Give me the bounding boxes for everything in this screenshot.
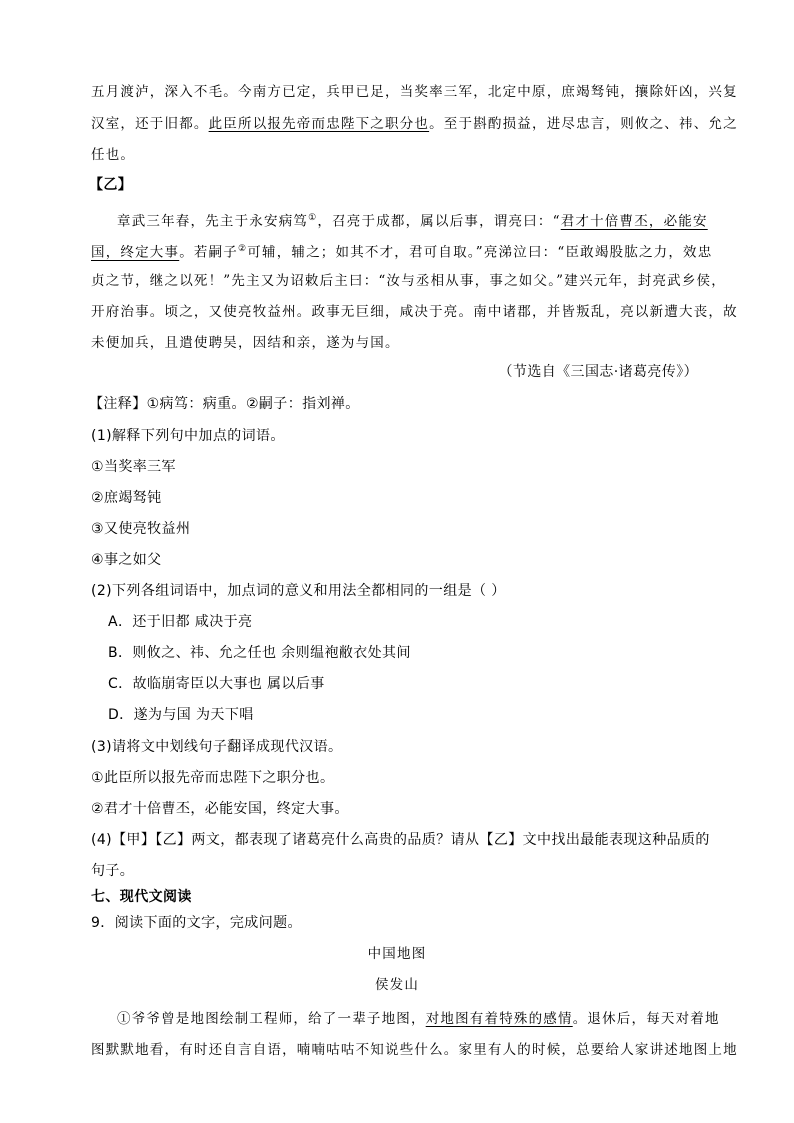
- underlined-phrase: 对地图有着特殊的感情: [425, 1011, 573, 1027]
- text-segment: 。若嗣子: [179, 244, 239, 261]
- question-1-item: ②庶竭驽钝: [91, 490, 162, 506]
- yi-text-line-3: 贞之节，继之以死！”先主又为诏敕后主曰：“汝与丞相从事，事之如父。”建兴元年，封亮武乡侯，: [91, 273, 726, 289]
- question-9-stem: 9．阅读下面的文字，完成问题。: [91, 915, 302, 931]
- article-author: 侯发山: [374, 977, 420, 993]
- yi-text-line-4: 开府治事。顷之，又使亮牧益州。政事无巨细，咸决于亮。南中诸郡，并皆叛乱，亮以新遭大丧，故: [91, 304, 738, 320]
- annotation-notes: 【注释】①病笃：病重。②嗣子：指刘禅。: [89, 396, 360, 412]
- text-segment: 汉室，还于旧都。: [91, 116, 209, 132]
- article-paragraph-line-1: [117, 1009, 720, 1029]
- text-segment: 章武三年春，先主于永安病笃: [117, 213, 309, 230]
- question-2-option-c: C．故临崩寄臣以大事也 属以后事: [108, 676, 325, 692]
- source-citation: （节选自《三国志·诸葛亮传》）: [498, 364, 698, 380]
- yi-text-line-1: [117, 208, 708, 232]
- text-segment: ，召亮于成都，属以后事，谓亮曰：“: [317, 213, 561, 230]
- question-2-stem: (2)下列各组词语中，加点词的意义和用法全都相同的一组是（ ）: [91, 583, 506, 599]
- underlined-sentence: 此臣所以报先帝而忠陛下之职分也: [208, 116, 430, 132]
- question-1-item: ④事之如父: [91, 552, 162, 568]
- yi-text-line-5: 未便加兵，且遣使聘吴，因结和亲，遂为与国。: [91, 335, 400, 351]
- underlined-sentence: 国，终定大事: [91, 244, 180, 261]
- question-1-stem: (1)解释下列句中加点的词语。: [91, 428, 285, 444]
- footnote-marker: ①: [308, 213, 318, 223]
- question-4-line-2: 句子。: [91, 863, 135, 879]
- footnote-marker: ②: [238, 244, 248, 254]
- question-3-item: ①此臣所以报先帝而忠陛下之职分也。: [91, 770, 335, 786]
- yi-text-line-2: [91, 239, 712, 263]
- article-title: 中国地图: [367, 946, 427, 962]
- yi-label: 【乙】: [89, 177, 133, 193]
- section-heading: 七、现代文阅读: [91, 889, 192, 905]
- jia-text-line-1: 五月渡泸，深入不毛。今南方已定，兵甲已足，当奖率三军，北定中原，庶竭驽钝，攘除奸凶，兴复: [91, 84, 738, 100]
- question-2-option-b: B．则攸之、祎、允之任也 余则缊袍敝衣处其间: [108, 645, 411, 661]
- text-segment: ①爷爷曾是地图绘制工程师，给了一辈子地图，: [117, 1011, 426, 1027]
- question-4-line-1: (4)【甲】【乙】两文，都表现了诸葛亮什么高贵的品质？请从【乙】文中找出最能表现这种品质的: [91, 832, 710, 848]
- text-segment: 。至于斟酌损益，进尽忠言，则攸之、祎、允之: [429, 116, 738, 132]
- question-1-item: ③又使亮牧益州: [91, 521, 191, 537]
- question-2-option-d: D．遂为与国 为天下唱: [108, 707, 254, 723]
- text-segment: 可辅，辅之；如其不才，君可自取。”亮涕泣曰：“臣敢竭股肱之力，效忠: [247, 244, 713, 261]
- text-segment: 。退休后，每天对着地: [572, 1011, 720, 1027]
- question-2-option-a: A．还于旧都 咸决于亮: [108, 614, 253, 630]
- question-1-item: ①当奖率三军: [91, 459, 176, 475]
- jia-text-line-3: 任也。: [91, 147, 136, 163]
- question-3-stem: (3)请将文中划线句子翻译成现代汉语。: [91, 739, 343, 755]
- jia-text-line-2: [91, 114, 738, 134]
- article-paragraph-line-2: 图默默地看，有时还自言自语，喃喃咕咕不知说些什么。家里有人的时候，总要给人家讲述地图上地: [91, 1042, 738, 1058]
- question-3-item: ②君才十倍曹丕，必能安国，终定大事。: [91, 801, 349, 817]
- underlined-sentence: 君才十倍曹丕，必能安: [560, 213, 708, 230]
